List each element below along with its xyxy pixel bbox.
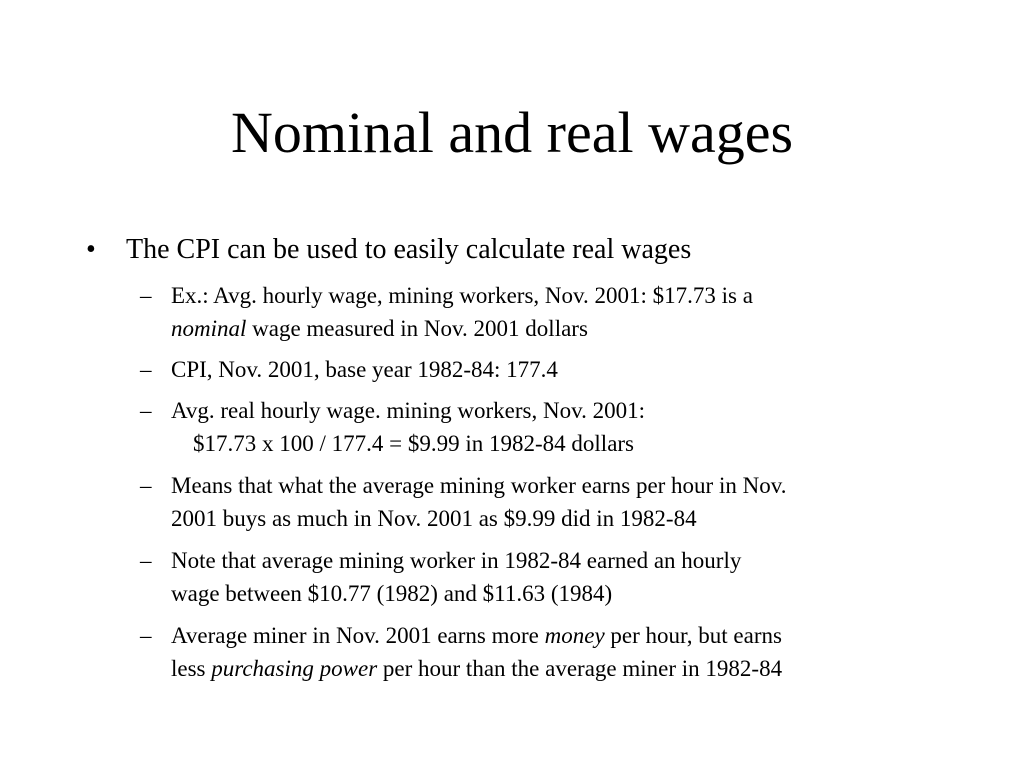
sub-item-line: less purchasing power per hour than the average miner in 1982-84: [171, 656, 783, 681]
dash-marker: –: [140, 623, 152, 648]
main-bullet: [86, 232, 691, 268]
dash-marker: –: [140, 357, 152, 382]
dash-marker: –: [140, 473, 152, 498]
dash-marker: –: [140, 283, 152, 308]
sub-item-line: Ex.: Avg. hourly wage, mining workers, Nov. 2001: $17.73 is a: [171, 283, 753, 308]
sub-item-line: Note that average mining worker in 1982-84 earned an hourly: [171, 548, 742, 573]
emphasis-text: purchasing power: [211, 656, 378, 681]
formula-line: $17.73 x 100 / 177.4 = $9.99 in 1982-84 dollars: [193, 431, 635, 456]
sub-item-line: 2001 buys as much in Nov. 2001 as $9.99 did in 1982-84: [171, 506, 697, 531]
sub-item-line: Avg. real hourly wage. mining workers, Nov. 2001:: [171, 398, 645, 423]
bullet-marker: •: [86, 234, 96, 265]
sub-item-line: nominal wage measured in Nov. 2001 dollars: [171, 316, 588, 341]
emphasis-text: nominal: [171, 316, 247, 341]
main-bullet-text: The CPI can be used to easily calculate real wages: [126, 234, 692, 265]
slide-title: Nominal and real wages: [230, 100, 794, 165]
sub-item-line: Average miner in Nov. 2001 earns more money per hour, but earns: [171, 623, 782, 648]
emphasis-text: money: [544, 623, 605, 648]
dash-marker: –: [140, 398, 152, 423]
dash-marker: –: [140, 548, 152, 573]
sub-item-line: wage between $10.77 (1982) and $11.63 (1984): [171, 581, 613, 606]
sub-item-line: Means that what the average mining worker earns per hour in Nov.: [171, 473, 787, 498]
sub-item-line: CPI, Nov. 2001, base year 1982-84: 177.4: [171, 357, 558, 382]
